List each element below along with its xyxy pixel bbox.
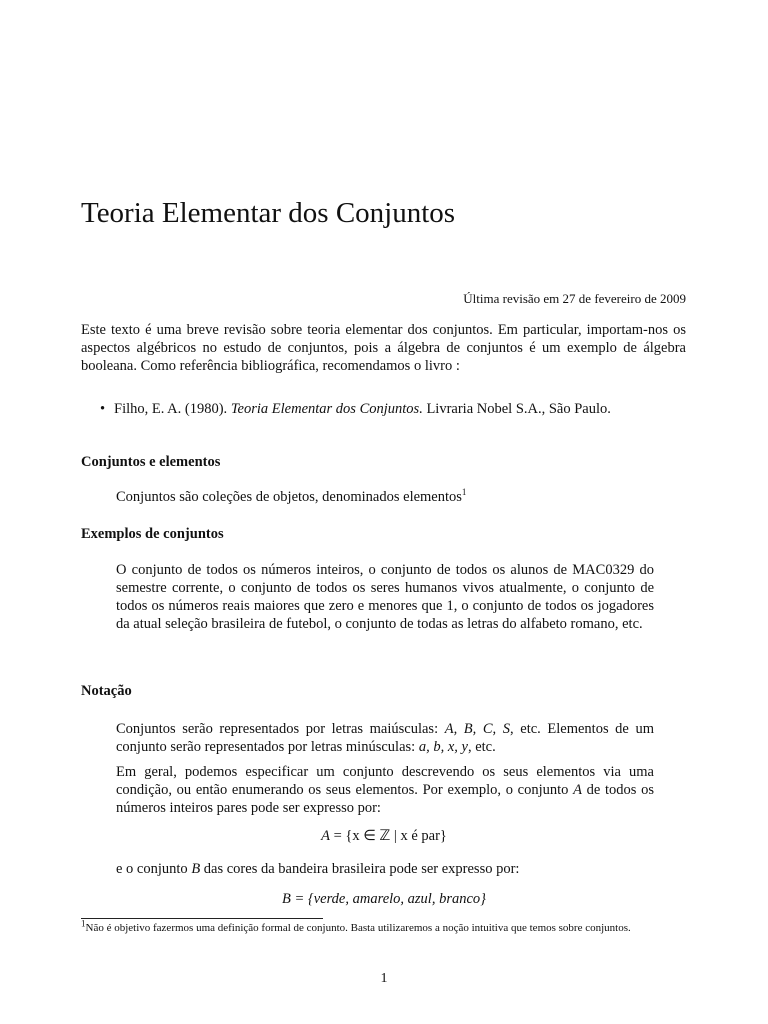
math-var: A <box>321 828 330 844</box>
text-run: Em geral, podemos especificar um conjunto descrevendo os seus elementos via uma condição, ou então enumerando os seus elementos. Por exemplo, o conjunto <box>116 764 654 798</box>
notacao-paragraph-1 <box>116 720 654 756</box>
reference-text <box>114 400 611 418</box>
text-run: das cores da bandeira brasileira pode ser expresso por: <box>200 861 520 877</box>
math-var: B <box>191 861 201 877</box>
equation-rhs: = {verde, amarelo, azul, branco} <box>290 891 486 907</box>
text-run: , etc. <box>467 739 496 755</box>
math-lower-letters: a, b, x, y <box>418 739 468 755</box>
revision-date: Última revisão em 27 de fevereiro de 2009 <box>463 291 686 306</box>
reference-authors: Filho, E. A. (1980). <box>114 401 228 417</box>
equation-rhs: = {x ∈ ℤ | x é par} <box>329 828 447 844</box>
exemplos-paragraph: O conjunto de todos os números inteiros, o conjunto de todos os alunos de MAC0329 do semestre corrente, o conjunto de todos os seres humanos vivos atualmente, o conjunto de todos os números reais maiores que zero e menores que 1, o conjunto de todos os jogadores da atual seleção brasileira de futebol, o conjunto de todas as letras do alfabeto romano, etc. <box>116 562 654 632</box>
notacao-paragraph-3 <box>116 860 654 878</box>
text-run: de todos os números inteiros pares pode ser expresso por: <box>116 782 655 816</box>
section-heading-conjuntos: Conjuntos e elementos <box>81 454 221 470</box>
footnote-mark: 1 <box>461 487 467 498</box>
conjuntos-text: Conjuntos são coleções de objetos, denominados elementos <box>116 489 462 505</box>
page-title: Teoria Elementar dos Conjuntos <box>81 197 456 229</box>
section-heading-notacao: Notação <box>81 683 132 699</box>
reference-publisher: Livraria Nobel S.A., São Paulo. <box>426 401 611 417</box>
text-run: Conjuntos serão representados por letras maiúsculas: <box>116 721 445 737</box>
notacao-paragraph-2 <box>116 763 654 817</box>
section-heading-exemplos: Exemplos de conjuntos <box>81 526 224 542</box>
intro-paragraph: Este texto é uma breve revisão sobre teoria elementar dos conjuntos. Em particular, importam-nos os aspectos algébricos no estudo de conjuntos, pois a álgebra de conjuntos é um exemplo de álgebra booleana. Como referência bibliográfica, recomendamos o livro : <box>81 322 686 374</box>
footnote-text: Não é objetivo fazermos uma definição formal de conjunto. Basta utilizaremos a noção intuitiva que temos sobre conjuntos. <box>85 922 631 934</box>
equation-b <box>0 891 768 908</box>
bullet-icon: • <box>100 401 106 417</box>
text-run: , etc. Elementos de um conjunto serão representados por letras minúsculas: <box>116 721 654 755</box>
math-upper-letters: A, B, C, S <box>444 721 511 737</box>
page-number: 1 <box>380 971 388 986</box>
math-var: A <box>573 782 582 798</box>
equation-a <box>0 828 768 845</box>
footnote-rule <box>81 918 323 919</box>
math-var: B <box>282 891 291 907</box>
reference-book-title: Teoria Elementar dos Conjuntos. <box>230 401 423 417</box>
footnote <box>81 918 686 936</box>
text-run: e o conjunto <box>116 861 192 877</box>
conjuntos-paragraph <box>116 488 654 506</box>
footnote-mark: 1 <box>81 918 86 929</box>
